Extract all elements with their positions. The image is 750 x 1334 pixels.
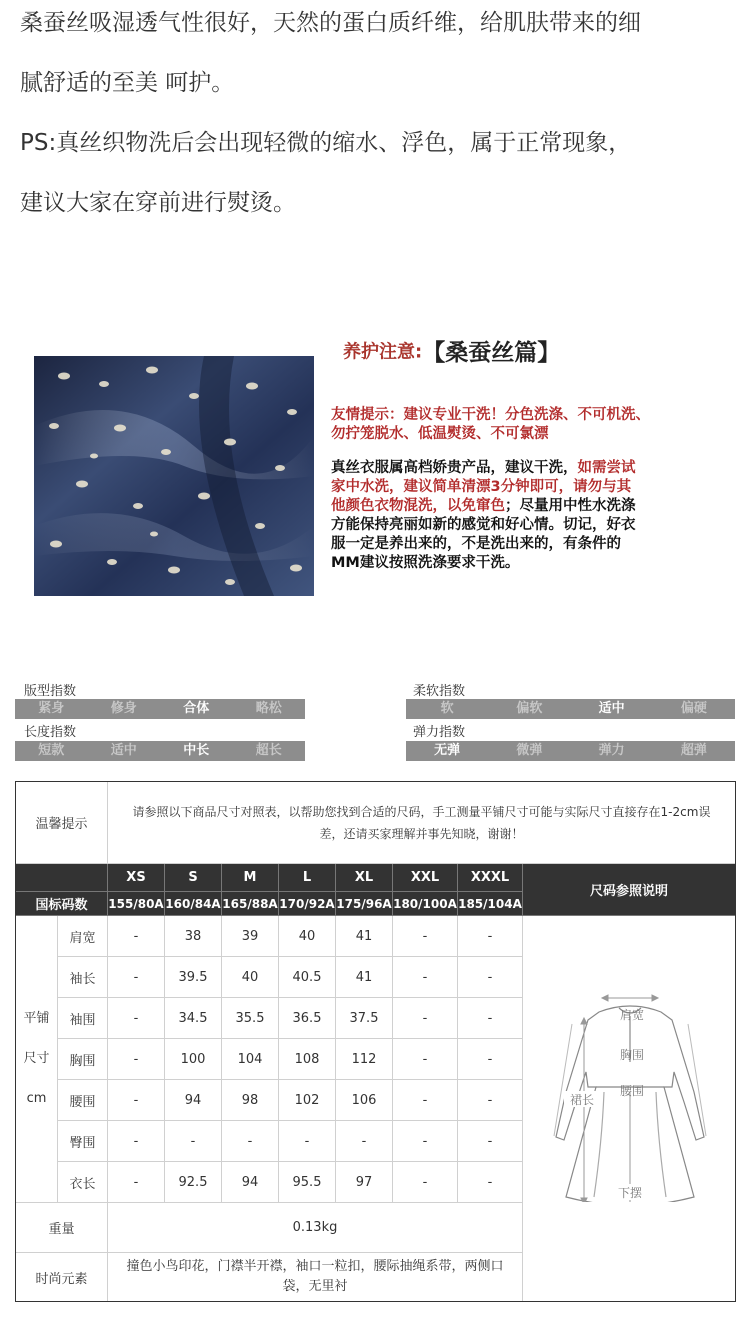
measurement-value: 94 — [165, 1080, 222, 1121]
care-desc-warning: 他颜色衣物混洗，以免窜色 — [331, 498, 505, 514]
measurement-value: 37.5 — [336, 998, 393, 1039]
measurement-value: 104 — [222, 1039, 279, 1080]
length-option: 超长 — [255, 743, 282, 758]
softness-option-selected: 适中 — [598, 701, 625, 716]
fit-index-label: 版型指数 — [24, 684, 77, 699]
measurement-value: 92.5 — [165, 1162, 222, 1203]
measurement-value: 106 — [336, 1080, 393, 1121]
softness-index-bar — [406, 699, 735, 719]
intro-line: 桑蚕丝吸湿透气性很好，天然的蛋白质纤维，给肌肤带来的细 — [20, 10, 641, 36]
care-desc-line — [331, 459, 731, 478]
care-tip — [331, 406, 731, 444]
length-option: 短款 — [38, 743, 65, 758]
measurement-value: - — [393, 1162, 458, 1203]
weight-label: 重量 — [16, 1203, 108, 1253]
care-desc-line: 服一定是养出来的，不是洗出来的，有条件的 — [331, 536, 621, 552]
elasticity-option-selected: 无弹 — [434, 743, 461, 758]
intl-code: 175/96A — [336, 892, 393, 916]
measurement-value: 97 — [336, 1162, 393, 1203]
measurement-value: 40 — [222, 957, 279, 998]
measurement-value: 94 — [222, 1162, 279, 1203]
care-desc-text: 真丝衣服属高档娇贵产品，建议干洗， — [331, 460, 578, 476]
fit-option: 修身 — [110, 701, 137, 716]
size-header: XXL — [393, 864, 458, 892]
group-label-line: 尺寸 — [23, 1051, 50, 1066]
measurement-value: 102 — [279, 1080, 336, 1121]
style-line: 袋，无里衬 — [282, 1279, 348, 1294]
size-header: M — [222, 864, 279, 892]
diagram-label-hem: 下摆 — [610, 1184, 650, 1200]
intro-line: PS:真丝织物洗后会出现轻微的缩水、浮色，属于正常现象， — [20, 130, 632, 156]
notice-line: 请参照以下商品尺寸对照表，以帮助您找到合适的尺码，手工测量平铺尺寸可能与实际尺寸直接存在1-2cm误 — [132, 804, 711, 819]
diagram-label-length: 裙长 — [564, 1091, 600, 1107]
softness-option: 软 — [440, 701, 454, 716]
measurement-name: 臀围 — [58, 1121, 108, 1162]
softness-index-label: 柔软指数 — [413, 684, 466, 699]
measurement-value: 34.5 — [165, 998, 222, 1039]
care-description — [331, 459, 731, 573]
measurement-value: 112 — [336, 1039, 393, 1080]
measurement-group-label — [16, 916, 58, 1203]
measurement-value: - — [458, 1080, 523, 1121]
elasticity-index-label: 弹力指数 — [413, 725, 466, 740]
intro-line: 建议大家在穿前进行熨烫。 — [20, 190, 296, 216]
measurement-value: 40 — [279, 916, 336, 957]
care-desc-line — [331, 497, 731, 516]
fit-index-bar — [15, 699, 305, 719]
notice-text — [108, 782, 735, 864]
care-desc-line: 方能保持亮丽如新的感觉和好心情。切记，好衣 — [331, 517, 636, 533]
measurement-value: - — [458, 998, 523, 1039]
elasticity-option: 弹力 — [598, 743, 625, 758]
care-tip-line: 勿拧笼脱水、低温熨烫、不可氯漂 — [331, 426, 549, 442]
care-desc-line — [331, 478, 731, 497]
measurement-value: - — [108, 1121, 165, 1162]
measurement-name: 袖长 — [58, 957, 108, 998]
diagram-label-shoulder: 肩宽 — [619, 1007, 644, 1022]
intro-text — [20, 8, 735, 248]
care-desc-warning: 如需尝试 — [577, 460, 636, 476]
measurement-value: - — [336, 1121, 393, 1162]
length-option: 适中 — [110, 743, 137, 758]
weight-value: 0.13kg — [108, 1203, 523, 1253]
length-index-bar — [15, 741, 305, 761]
measurement-value: - — [393, 998, 458, 1039]
measurement-value: - — [393, 1080, 458, 1121]
notice-label: 温馨提示 — [16, 782, 108, 864]
size-diagram — [524, 922, 736, 1202]
care-desc-warning: 家中水洗，建议简单清漂3分钟即可，请勿与其 — [331, 479, 632, 495]
measurement-value: 36.5 — [279, 998, 336, 1039]
intl-size-label: 国标码数 — [16, 892, 108, 916]
measurement-value: 98 — [222, 1080, 279, 1121]
measurement-value: 95.5 — [279, 1162, 336, 1203]
intl-code: 185/104A — [458, 892, 523, 916]
size-header: L — [279, 864, 336, 892]
style-description — [108, 1253, 523, 1301]
care-desc-line: MM建议按照洗涤要求干洗。 — [331, 555, 520, 571]
measurement-value: - — [393, 1039, 458, 1080]
diagram-label-chest: 胸围 — [619, 1047, 644, 1062]
measurement-value: 39 — [222, 916, 279, 957]
size-header: XS — [108, 864, 165, 892]
measurement-name: 腰围 — [58, 1080, 108, 1121]
softness-option: 偏硬 — [680, 701, 707, 716]
measurement-value: 38 — [165, 916, 222, 957]
fit-option: 紧身 — [38, 701, 65, 716]
measurement-value: 35.5 — [222, 998, 279, 1039]
measurement-value: - — [108, 1080, 165, 1121]
measurement-value: 40.5 — [279, 957, 336, 998]
intl-code: 170/92A — [279, 892, 336, 916]
fit-option: 略松 — [255, 701, 282, 716]
intro-line: 腻舒适的至美 呵护。 — [20, 70, 235, 96]
care-desc-text: ；尽量用中性水洗涤 — [505, 498, 636, 514]
softness-option: 偏软 — [516, 701, 543, 716]
length-index-label: 长度指数 — [24, 725, 77, 740]
elasticity-option: 微弹 — [516, 743, 543, 758]
measurement-value: - — [393, 916, 458, 957]
size-table — [15, 781, 736, 1302]
measurement-value: 100 — [165, 1039, 222, 1080]
measurement-value: - — [458, 1121, 523, 1162]
group-label-line: 平铺 — [23, 1011, 50, 1026]
measurement-value: - — [108, 998, 165, 1039]
length-option-selected: 中长 — [183, 743, 210, 758]
measurement-value: - — [393, 1121, 458, 1162]
measurement-value: - — [108, 957, 165, 998]
care-title-prefix: 养护注意: — [343, 341, 423, 363]
measurement-value: - — [458, 916, 523, 957]
measurement-value: - — [458, 1162, 523, 1203]
intl-code: 155/80A — [108, 892, 165, 916]
measurement-value: - — [222, 1121, 279, 1162]
measurement-value: - — [393, 957, 458, 998]
style-label: 时尚元素 — [16, 1253, 108, 1301]
elasticity-option: 超弹 — [680, 743, 707, 758]
fabric-photo — [34, 356, 314, 596]
measurement-name: 胸围 — [58, 1039, 108, 1080]
group-label-line: cm — [26, 1091, 47, 1106]
measurement-value: 39.5 — [165, 957, 222, 998]
style-line: 撞色小鸟印花，门襟半开襟，袖口一粒扣，腰际抽绳系带，两侧口 — [126, 1259, 504, 1274]
measurement-name: 衣长 — [58, 1162, 108, 1203]
measurement-value: - — [108, 1039, 165, 1080]
diagram-label-waist: 腰围 — [619, 1083, 644, 1098]
measurement-value: - — [108, 916, 165, 957]
care-title — [343, 334, 560, 364]
intl-code: 165/88A — [222, 892, 279, 916]
measurement-value: - — [458, 1039, 523, 1080]
measurement-value: 41 — [336, 916, 393, 957]
care-tip-line: 友情提示：建议专业干洗！分色洗涤、不可机洗、 — [331, 407, 650, 423]
intl-code: 180/100A — [393, 892, 458, 916]
fit-option-selected: 合体 — [183, 701, 210, 716]
measurement-value: - — [165, 1121, 222, 1162]
notice-line: 差，还请买家理解并事先知晓，谢谢！ — [319, 826, 524, 841]
care-title-main: 【桑蚕丝篇】 — [422, 340, 561, 366]
measurement-value: 108 — [279, 1039, 336, 1080]
size-header: S — [165, 864, 222, 892]
header-blank — [16, 864, 108, 892]
size-header: XL — [336, 864, 393, 892]
measurement-value: - — [279, 1121, 336, 1162]
measurement-value: 41 — [336, 957, 393, 998]
elasticity-index-bar — [406, 741, 735, 761]
measurement-value: - — [458, 957, 523, 998]
measurement-value: - — [108, 1162, 165, 1203]
measurement-name: 袖围 — [58, 998, 108, 1039]
intl-code: 160/84A — [165, 892, 222, 916]
measurement-name: 肩宽 — [58, 916, 108, 957]
size-reference-header: 尺码参照说明 — [523, 864, 735, 916]
size-header: XXXL — [458, 864, 523, 892]
